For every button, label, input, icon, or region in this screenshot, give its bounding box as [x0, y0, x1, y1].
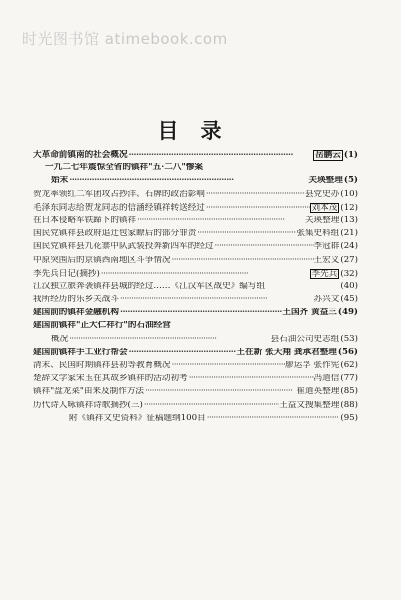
toc-entry-author: 冯道信: [313, 374, 340, 384]
toc-entry-author: 岳鹏云: [315, 150, 341, 160]
toc-entry: [33, 216, 358, 229]
toc-entry-author: 关瑛整理: [308, 176, 343, 186]
toc-entry: [33, 361, 358, 374]
toc-leader-dots: [172, 361, 286, 370]
toc-entry-author: 关瑛整理: [304, 215, 340, 225]
toc-entry: [33, 282, 358, 295]
toc-entry-title: 在日本侵略军铁蹄下的镇祥: [33, 215, 137, 225]
toc-leader-dots: [206, 190, 305, 199]
toc-leader-dots: [69, 176, 308, 185]
toc-entry: [33, 269, 358, 282]
toc-entry-page: (1): [343, 150, 358, 160]
toc-entry-title: 建国前镇祥"正大仁祥行"的石油经营: [33, 321, 171, 331]
toc-entry-page: (77): [340, 374, 358, 384]
toc-entry: [33, 295, 358, 308]
toc-entry-author: 崔道英整理: [296, 387, 340, 397]
toc-leader-dots: [189, 374, 314, 383]
toc-entry: [33, 414, 358, 427]
toc-leader-dots: [129, 151, 314, 160]
toc-leader-dots: [197, 229, 296, 238]
toc-entry: [33, 401, 358, 414]
toc-entry-title: 李先兵日记(摘抄): [33, 268, 100, 279]
toc-entry-title: 清末、民国时期镇祥县初等教育概况: [33, 361, 171, 370]
toc-entry-page: (95): [340, 413, 358, 423]
toc-entry-page: (40): [340, 281, 358, 291]
toc-leader-dots: [137, 216, 305, 225]
toc-entry: [33, 203, 358, 216]
toc-entry: [33, 256, 358, 269]
toc-entry-title: 我所经历的乐乡关战斗: [33, 295, 119, 305]
toc-entry-page: (21): [340, 229, 358, 239]
toc-entry: [33, 348, 358, 361]
toc-entry-title: 镇祥"盘龙菜"由来及制作方法: [33, 387, 145, 397]
toc-entry-title: 国民党镇祥县九花寨中队武装投奔新四军的经过: [33, 242, 214, 252]
toc-entry-author: 王国齐 黄益三: [282, 308, 337, 318]
toc-entry-author: 李冠群: [313, 242, 340, 252]
page-title: 目录: [157, 118, 244, 143]
toc-entry: [33, 176, 358, 189]
toc-entry-page: (45): [340, 295, 358, 305]
toc-entry: [33, 387, 358, 400]
toc-entry-title: 建国前的镇祥金融机构: [33, 308, 119, 318]
toc-entry-title: 历代诗人咏镇祥诗歌摘抄(三): [33, 400, 143, 410]
toc-entry: [33, 242, 358, 255]
toc-entry-page: (62): [340, 361, 358, 370]
toc-entry: [33, 335, 358, 348]
toc-entry-author: 王益文搜集整理: [279, 400, 340, 410]
toc-leader-dots: [129, 348, 237, 357]
toc-entry-title: 大革命前镇南的社会概况: [33, 150, 128, 160]
toc-entry-page: (56): [337, 347, 358, 357]
toc-entry-page: (24): [340, 242, 358, 252]
toc-leader-dots: [172, 256, 314, 265]
toc-entry: [33, 150, 358, 163]
toc-entry-page: (12): [340, 202, 358, 213]
toc-entry-author: 王在新 张天翔 龚承君整理: [236, 347, 337, 357]
toc-entry-title: 附《镇祥文史资料》征稿题纲100目: [69, 413, 206, 423]
toc-entry-author: 县石油公司史志组: [270, 334, 340, 344]
toc-entry-page: (10): [340, 189, 358, 199]
toc-entry-title: 江汉独立旅奔袭镇祥县城的经过……《江汉军区战史》编写组: [33, 281, 266, 291]
table-of-contents: [33, 150, 358, 427]
toc-entry: [33, 374, 358, 387]
toc-entry-title: 毛泽东同志给贺龙同志的信涵经镇祥转送经过: [33, 202, 205, 213]
toc-leader-dots: [207, 414, 340, 423]
toc-entry-page: (32): [340, 268, 358, 279]
toc-leader-dots: [214, 242, 313, 251]
toc-entry-title: 概况: [51, 334, 69, 344]
toc-leader-dots: [206, 204, 310, 213]
toc-entry-author: 廖运孚 张作宪: [285, 361, 340, 370]
toc-leader-dots: [101, 270, 310, 279]
toc-entry: [33, 190, 358, 203]
toc-entry-author: 李先兵: [311, 268, 338, 279]
toc-entry-page: (13): [340, 215, 358, 225]
toc-entry-title: 建国前镇祥手工业行帮会: [33, 347, 128, 357]
toc-leader-dots: [120, 308, 282, 317]
toc-entry-page: (5): [343, 176, 358, 186]
toc-entry-page: (27): [340, 255, 358, 265]
watermark: 时光图书馆 atimebook.com: [22, 30, 228, 48]
toc-entry-page: (53): [340, 334, 358, 344]
toc-entry: [33, 229, 358, 242]
toc-entry-page: (88): [340, 400, 358, 410]
toc-leader-dots: [144, 401, 279, 410]
toc-entry-author: 张集史料组: [296, 229, 340, 239]
toc-entry: [33, 308, 358, 321]
toc-entry-author: 刘本茂: [311, 202, 338, 213]
toc-entry: [33, 163, 358, 176]
toc-entry-title: 一九二七年震惊全省的镇祥"五·二八"惨案: [45, 163, 204, 173]
toc-entry-title: 贺龙率领红二军团攻占抄洋、石牌的政治影响: [33, 189, 205, 199]
toc-entry-author: 苏兴文: [313, 295, 340, 305]
toc-entry: [33, 321, 358, 334]
toc-entry-title: 国民党镇祥县政府追迁包家瞭后的部分罪责: [33, 229, 197, 239]
toc-entry-author: 王宏义: [313, 255, 340, 265]
toc-entry-author: 县党史办: [304, 189, 340, 199]
toc-entry-page: (85): [340, 387, 358, 397]
toc-leader-dots: [69, 335, 270, 344]
toc-entry-page: (49): [337, 308, 358, 318]
toc-leader-dots: [120, 295, 314, 304]
toc-entry-title: 中原突围后的京镇西南地区斗争情况: [33, 255, 171, 265]
toc-entry-title: 楚辞文学家宋玉在其故乡镇祥的活动初考: [33, 374, 188, 384]
toc-entry-title: 始末: [51, 176, 69, 186]
toc-leader-dots: [145, 387, 296, 396]
